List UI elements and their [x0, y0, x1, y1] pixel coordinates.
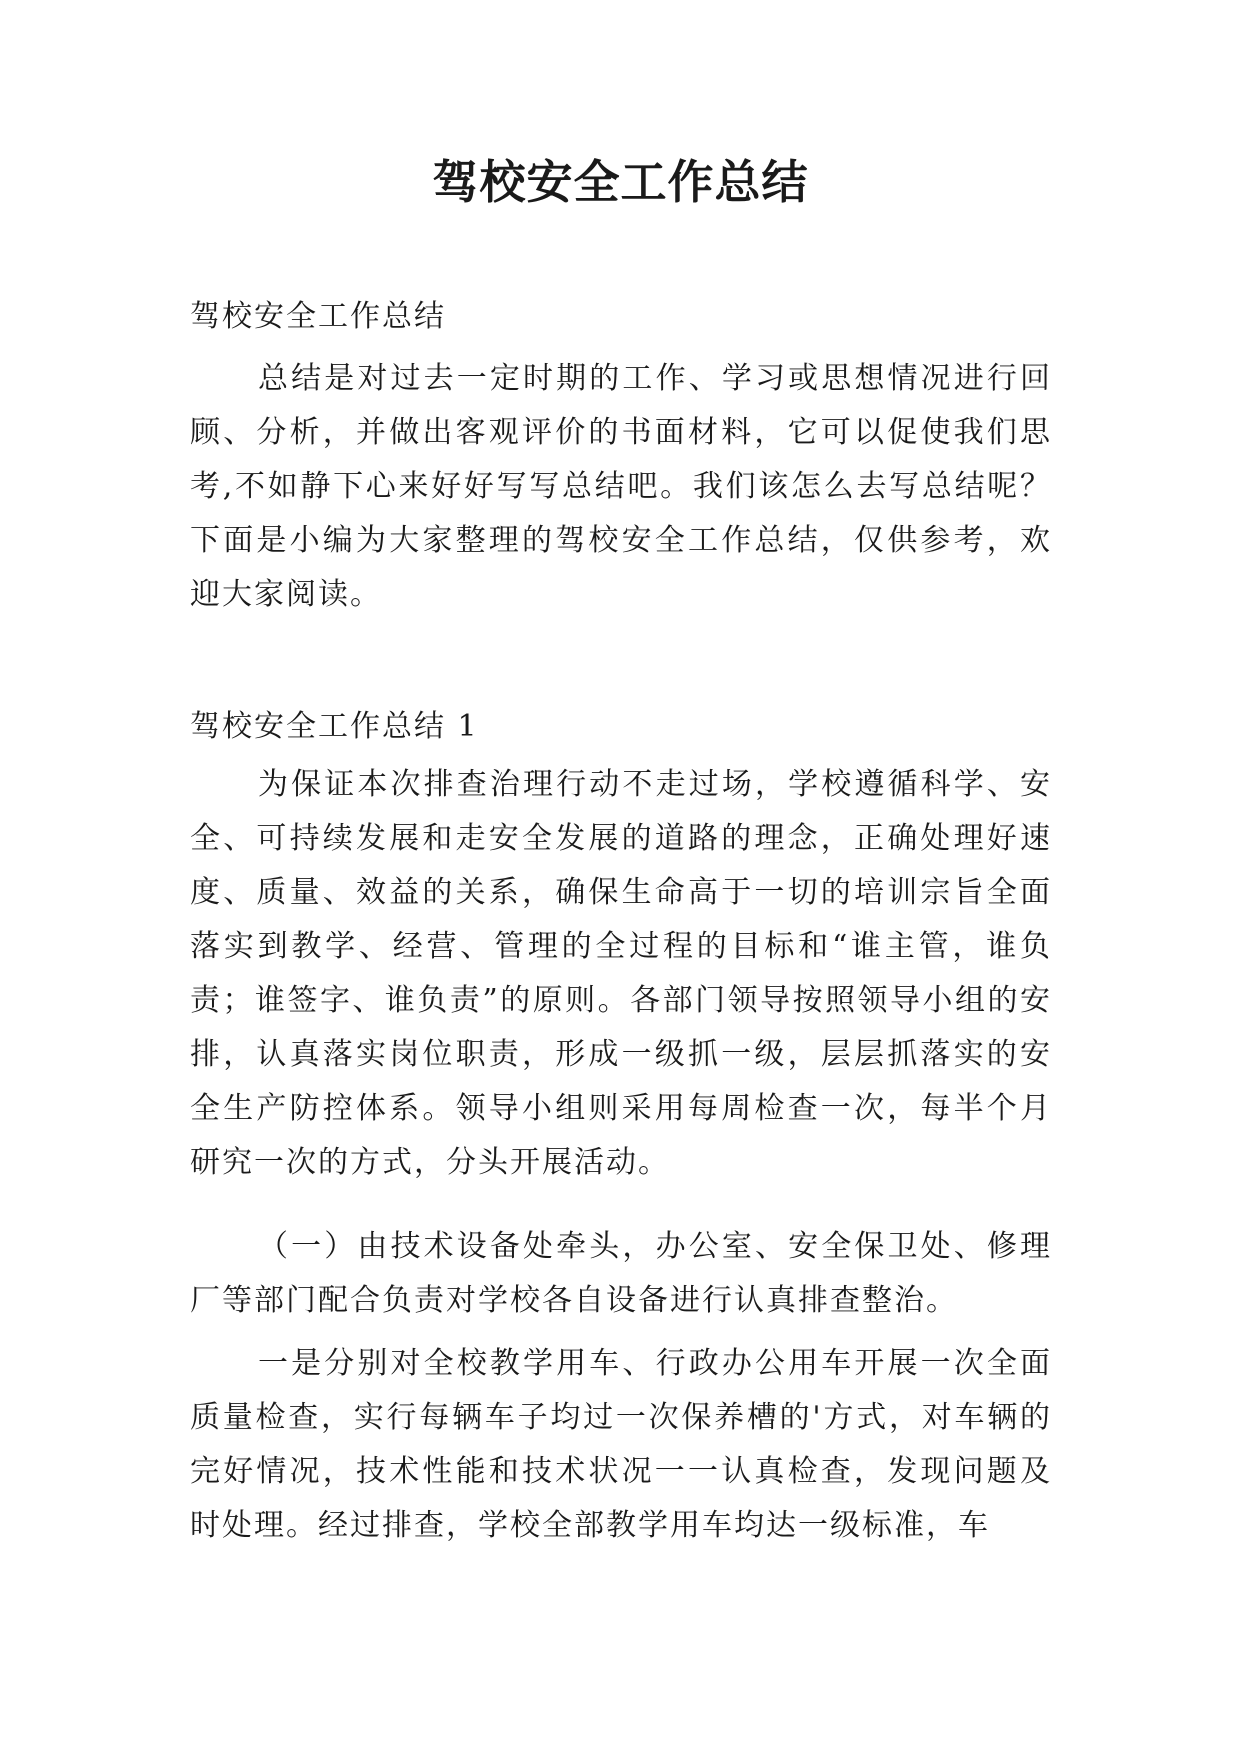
section-1-heading: 驾校安全工作总结 1: [190, 709, 479, 744]
section-1-paragraph-3: 一是分别对全校教学用车、行政办公用车开展一次全面质量检查，实行每辆车子均过一次保养槽的'方式，对车辆的完好情况，技术性能和技术状况一一认真检查，发现问题及时处理。经过排查，学校全部教学用车均达一级标准，车: [190, 1346, 1052, 1543]
intro-heading: 驾校安全工作总结: [190, 299, 446, 334]
section-1-paragraph-2: （一）由技术设备处牵头，办公室、安全保卫处、修理厂等部门配合负责对学校各自设备进行认真排查整治。: [190, 1229, 1052, 1318]
document-title: 驾校安全工作总结: [432, 155, 809, 209]
intro-paragraph: 总结是对过去一定时期的工作、学习或思想情况进行回顾、分析，并做出客观评价的书面材料，它可以促使我们思考,不如静下心来好好写写总结吧。我们该怎么去写总结呢？下面是小编为大家整理的驾校安全工作总结，仅供参考，欢迎大家阅读。: [190, 361, 1052, 612]
section-1-paragraph-1: 为保证本次排查治理行动不走过场，学校遵循科学、安全、可持续发展和走安全发展的道路的理念，正确处理好速度、质量、效益的关系，确保生命高于一切的培训宗旨全面落实到教学、经营、管理的全过程的目标和“谁主管，谁负责；谁签字、谁负责”的原则。各部门领导按照领导小组的安排，认真落实岗位职责，形成一级抓一级，层层抓落实的安全生产防控体系。领导小组则采用每周检查一次，每半个月研究一次的方式，分头开展活动。: [190, 767, 1052, 1180]
